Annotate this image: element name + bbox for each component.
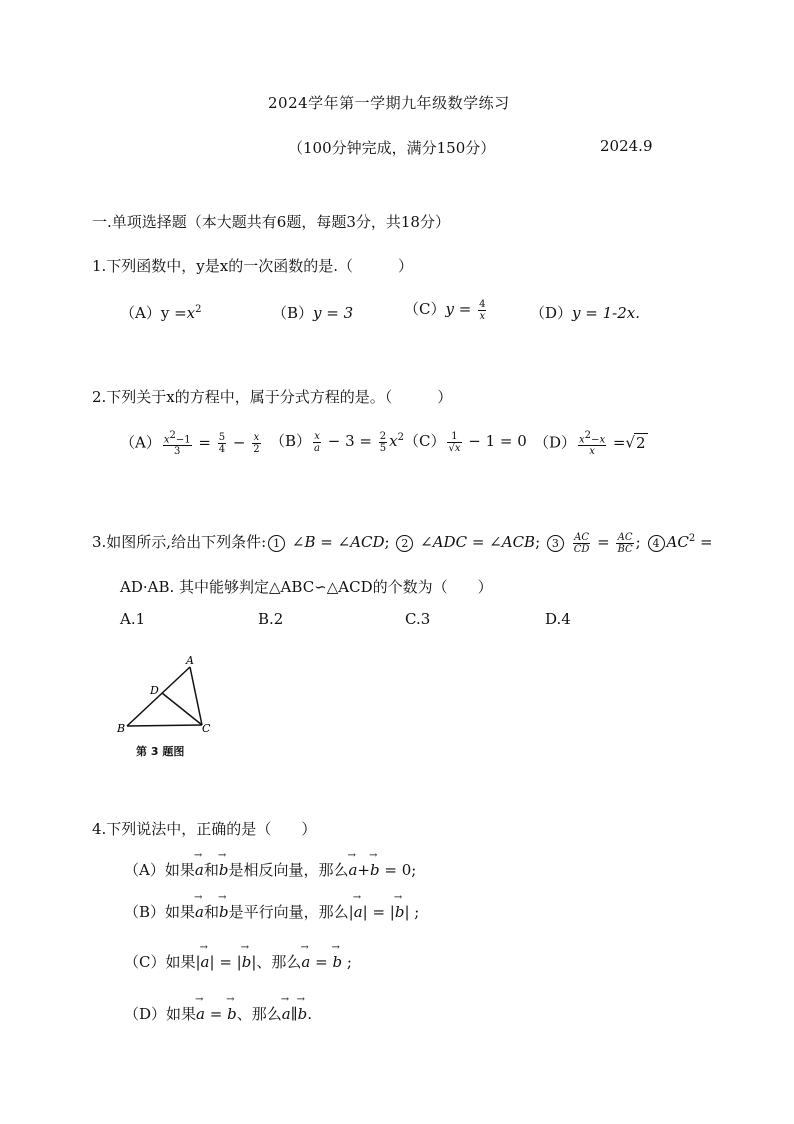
q4-option-c: （C）如果|→ a| = |→ b|、那么→ a = → b ; xyxy=(124,951,352,972)
page-title: 2024学年第一学期九年级数学练习 xyxy=(268,94,510,112)
q4-a-label: （A） xyxy=(124,861,165,879)
q1-a-label: （A） xyxy=(120,304,161,322)
q3-option-b: B.2 xyxy=(258,610,284,628)
q1-option-b xyxy=(272,302,353,323)
q2-option-d: （D） $\frac{x^2-x}{x}$ =√2 xyxy=(534,430,646,458)
q2-option-c: （C） $\frac{1}{√x}$ − 1 = 0 xyxy=(404,430,527,454)
q1-option-a: $(A)y =x^2$ xyxy=(120,304,202,322)
q2-stem: 2.下列关于x的方程中，属于分式方程的是。（ ） xyxy=(92,388,453,406)
label-b: B xyxy=(117,722,126,735)
q3-stem-prefix: 3.如图所示,给出下列条件: xyxy=(92,533,267,551)
q3-option-a: A.1 xyxy=(120,610,146,628)
q4-c-label: （C） xyxy=(124,953,166,971)
section-heading: 一.单项选择题（本大题共有6题，每题3分，共18分） xyxy=(92,213,450,231)
q3-triangle-figure xyxy=(110,650,230,740)
q2-c-label: （C） xyxy=(404,432,446,450)
q2-d-label: （D） xyxy=(534,433,577,452)
q3-stem-line2: AD·AB. 其中能够判定△ABC∽△ACD的个数为（ ） xyxy=(120,578,493,596)
q4-option-d: （D）如果→ a = → b、那么→ a∥→ b. xyxy=(124,1003,312,1024)
q3-figure-caption: 第 3 题图 xyxy=(136,745,185,758)
q1-b-expr: y = 3 xyxy=(313,304,354,322)
q1-option-c: （C）y = $\frac{4}{x}$ xyxy=(404,298,486,322)
q1-option-d xyxy=(530,302,640,323)
q1-c-label: （C） xyxy=(404,300,446,318)
label-c: C xyxy=(202,722,211,735)
q4-stem: 4.下列说法中，正确的是（ ） xyxy=(92,820,317,838)
q3-option-c: C.3 xyxy=(405,610,431,628)
q4-b-label: （B） xyxy=(124,903,166,921)
q1-d-expr: y = 1-2x. xyxy=(572,304,640,322)
segment-bc xyxy=(127,725,202,726)
q4-option-b: （B）如果→ a和→ b是平行向量，那么|→ a| = |→ b| ; xyxy=(124,901,419,922)
label-d: D xyxy=(150,684,159,697)
q4-option-a: （A）如果→ a和→ b是相反向量，那么→ a+→ b = 0; xyxy=(124,859,416,880)
page-subtitle: （100分钟完成，满分150分） xyxy=(288,139,496,157)
q2-option-a: （A） $\frac{x^2-1}{3}$ = $\frac{5}{4}$ − $\frac{x}{2}$ xyxy=(120,430,260,458)
label-a: A xyxy=(186,654,194,667)
q3-option-d: D.4 xyxy=(545,610,571,628)
q1-stem: 1.下列函数中，y是x的一次函数的是.（ ） xyxy=(92,257,414,275)
exam-date: 2024.9 xyxy=(600,137,653,155)
q4-d-label: （D） xyxy=(124,1005,167,1023)
q3-stem: 3.如图所示,给出下列条件: 1 ∠B = ∠ACD; 2 ∠ADC = ∠ACB; 3 $\frac{AC}{CD}$ = $\frac{AC}{BC}$ ; 4 $AC^2$ = xyxy=(92,531,713,555)
q1-b-label: （B） xyxy=(272,304,314,322)
q2-option-b: （B） $\frac{x}{a}$ − 3 = $\frac{2}{5}$ $x^2$ xyxy=(270,430,404,454)
q2-a-label: （A） xyxy=(120,433,161,452)
q2-b-label: （B） xyxy=(270,432,312,450)
q1-d-label: （D） xyxy=(530,304,573,322)
